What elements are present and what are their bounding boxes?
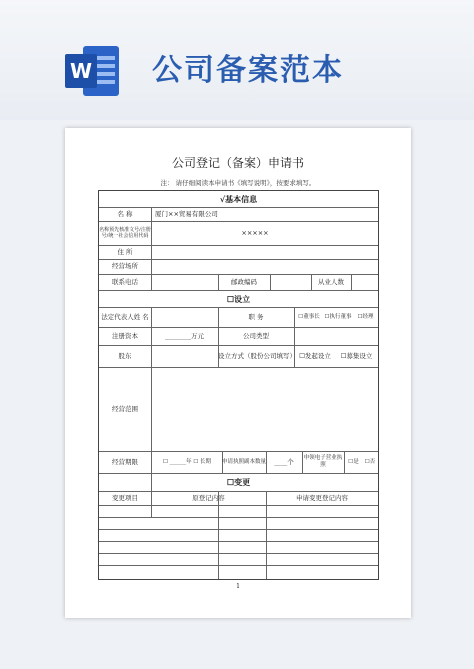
phone-label: 联系电话 bbox=[112, 277, 138, 286]
change-row[interactable] bbox=[99, 565, 378, 566]
capital-label: 注册资本 bbox=[112, 331, 138, 340]
id-value[interactable]: ××××× bbox=[241, 228, 269, 237]
staff-label: 从业人数 bbox=[318, 277, 344, 286]
e-license-yes[interactable]: ☐是 bbox=[348, 458, 359, 465]
banner bbox=[0, 0, 474, 120]
change-row[interactable] bbox=[99, 517, 378, 518]
setup-option-offering[interactable]: ☐募集设立 bbox=[340, 351, 373, 360]
e-license-label: 申领电子营业执照 bbox=[303, 455, 343, 468]
application-form bbox=[98, 190, 379, 580]
license-copies-label: 申请执照副本数量 bbox=[222, 458, 267, 465]
scope-field[interactable] bbox=[152, 367, 378, 451]
section-establish-header[interactable]: ☐设立 bbox=[226, 293, 251, 304]
page-number: 1 bbox=[236, 583, 240, 590]
change-row[interactable] bbox=[99, 541, 378, 542]
word-icon bbox=[63, 42, 121, 100]
term-value[interactable]: ☐ ______年 ☐ 长期 bbox=[162, 458, 212, 465]
name-label: 名 称 bbox=[117, 209, 133, 218]
banner-title: 公司备案范本 bbox=[152, 53, 344, 88]
section-basic-header: √基本信息 bbox=[219, 194, 258, 204]
document-title: 公司登记（备案）申请书 bbox=[171, 156, 304, 170]
term-label: 经营期限 bbox=[112, 457, 138, 466]
scope-label: 经营范围 bbox=[112, 404, 138, 413]
capital-value[interactable]: ________万元 bbox=[165, 331, 204, 340]
license-copies-value[interactable]: ____个 bbox=[274, 457, 294, 466]
address-label: 住 所 bbox=[117, 247, 133, 256]
position-option-exec-director[interactable]: ☐执行董事 bbox=[324, 313, 352, 320]
position-option-chairman[interactable]: ☐董事长 bbox=[298, 313, 320, 320]
section-change-header[interactable]: ☐变更 bbox=[226, 477, 251, 487]
business-place-label: 经营场所 bbox=[112, 262, 138, 271]
change-row[interactable] bbox=[99, 505, 378, 506]
change-row[interactable] bbox=[99, 553, 378, 554]
change-original-label: 原登记内容 bbox=[192, 493, 225, 502]
e-license-no[interactable]: ☐否 bbox=[364, 458, 376, 465]
setup-method-label: 设立方式（股份公司填写） bbox=[218, 351, 296, 360]
shareholder-label: 股东 bbox=[118, 351, 132, 360]
change-new-label: 申请变更登记内容 bbox=[296, 493, 348, 502]
name-value[interactable]: 厦门××贸易有限公司 bbox=[155, 209, 218, 218]
change-row[interactable] bbox=[99, 529, 378, 530]
legal-rep-label: 法定代表人姓 名 bbox=[101, 312, 149, 321]
setup-option-promoter[interactable]: ☐发起设立 bbox=[299, 351, 331, 360]
position-label: 职 务 bbox=[248, 312, 264, 321]
position-option-manager[interactable]: ☐经理 bbox=[357, 313, 374, 320]
company-type-label: 公司类型 bbox=[243, 331, 269, 340]
svg-text:W: W bbox=[69, 59, 93, 83]
document-page bbox=[65, 128, 411, 618]
id-label: 名称预先核准文号/注册号/统一社会信用代码 bbox=[99, 226, 151, 239]
postcode-label: 邮政编码 bbox=[231, 277, 257, 286]
instruction-note: 注： 请仔细阅读本申请书《填写说明》，按要求填写。 bbox=[160, 179, 316, 187]
change-item-label: 变更项目 bbox=[112, 493, 138, 502]
